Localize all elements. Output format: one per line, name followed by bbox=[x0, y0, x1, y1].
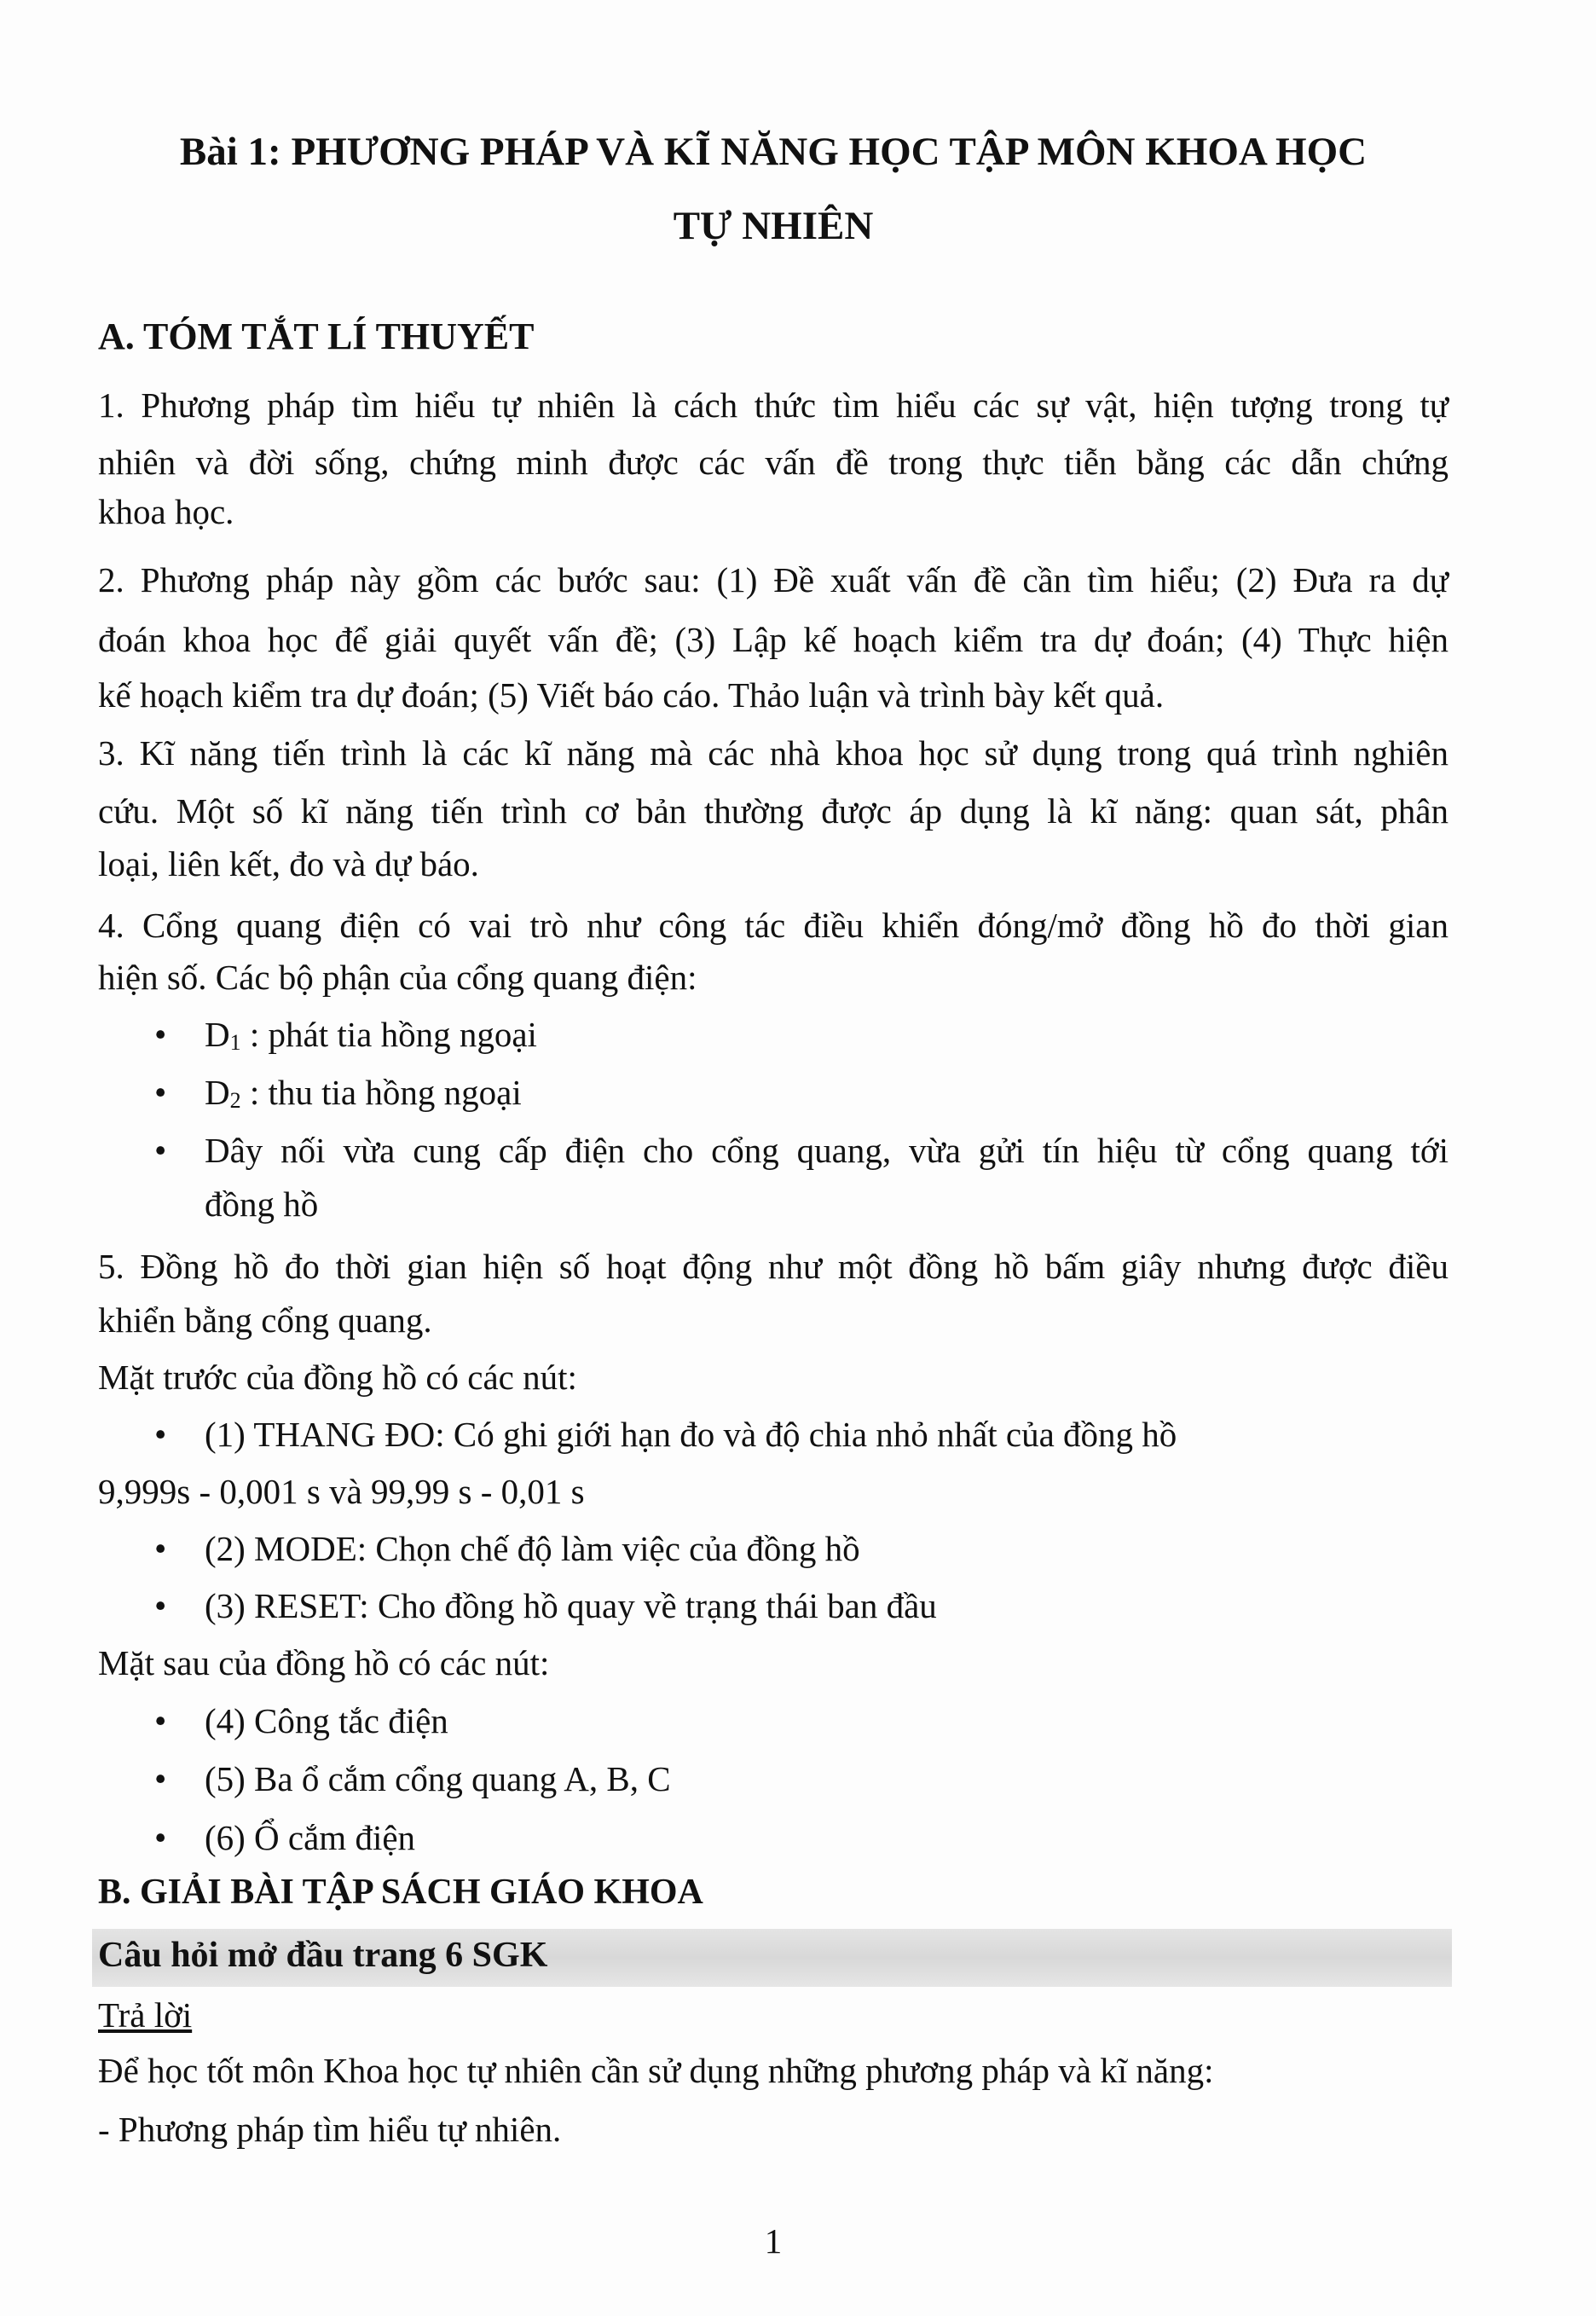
back-label: Mặt sau của đồng hồ có các nút: bbox=[98, 1643, 550, 1682]
answer-line: Để học tốt môn Khoa học tự nhiên cần sử dụng những phương pháp và kĩ năng: bbox=[98, 2051, 1214, 2090]
section-a-heading: A. TÓM TẮT LÍ THUYẾT bbox=[98, 316, 535, 357]
paragraph-3-line: loại, liên kết, đo và dự báo. bbox=[98, 844, 479, 883]
paragraph-2-line: kế hoạch kiểm tra dự đoán; (5) Viết báo cáo. Thảo luận và trình bày kết quả. bbox=[98, 675, 1165, 715]
paragraph-2-line: 2. Phương pháp này gồm các bước sau: (1) Đề xuất vấn đề cần tìm hiểu; (2) Đưa ra dự bbox=[98, 560, 1449, 599]
question-heading: Câu hỏi mở đầu trang 6 SGK bbox=[98, 1936, 548, 1975]
paragraph-4-line: 4. Cổng quang điện có vai trò như công tác điều khiển đóng/mở đồng hồ đo thời gian bbox=[98, 906, 1449, 945]
answer-label: Trả lời bbox=[98, 1995, 193, 2035]
lesson-title-line2: TỰ NHIÊN bbox=[673, 204, 874, 248]
paragraph-2-line: đoán khoa học để giải quyết vấn đề; (3) Lập kế hoạch kiểm tra dự đoán; (4) Thực hiện bbox=[98, 620, 1449, 659]
page-number: 1 bbox=[764, 2221, 783, 2261]
paragraph-3-line: 3. Kĩ năng tiến trình là các kĩ năng mà các nhà khoa học sử dụng trong quá trình nghiên bbox=[98, 733, 1449, 773]
front-label: Mặt trước của đồng hồ có các nút: bbox=[98, 1358, 577, 1397]
bullet-item-cont: 9,999s - 0,001 s và 99,99 s - 0,01 s bbox=[98, 1472, 585, 1511]
lesson-title: Bài 1: PHƯƠNG PHÁP VÀ KĨ NĂNG HỌC TẬP MÔN KHOA HỌC bbox=[179, 130, 1368, 174]
paragraph-1-line: 1. Phương pháp tìm hiểu tự nhiên là cách thức tìm hiểu các sự vật, hiện tượng trong tự bbox=[98, 385, 1449, 425]
paragraph-1-line: khoa học. bbox=[98, 492, 234, 531]
paragraph-4-line: hiện số. Các bộ phận của cổng quang điện: bbox=[98, 958, 697, 997]
paragraph-5-line: khiển bằng cổng quang. bbox=[98, 1300, 432, 1340]
paragraph-3-line: cứu. Một số kĩ năng tiến trình cơ bản thường được áp dụng là kĩ năng: quan sát, phân bbox=[98, 791, 1449, 831]
paragraph-5-line: 5. Đồng hồ đo thời gian hiện số hoạt động như một đồng hồ bấm giây nhưng được điều bbox=[98, 1247, 1449, 1286]
section-b-heading: B. GIẢI BÀI TẬP SÁCH GIÁO KHOA bbox=[98, 1873, 703, 1912]
answer-line: - Phương pháp tìm hiểu tự nhiên. bbox=[98, 2110, 562, 2149]
paragraph-1-line: nhiên và đời sống, chứng minh được các vấn đề trong thực tiễn bằng các dẫn chứng bbox=[98, 443, 1449, 482]
